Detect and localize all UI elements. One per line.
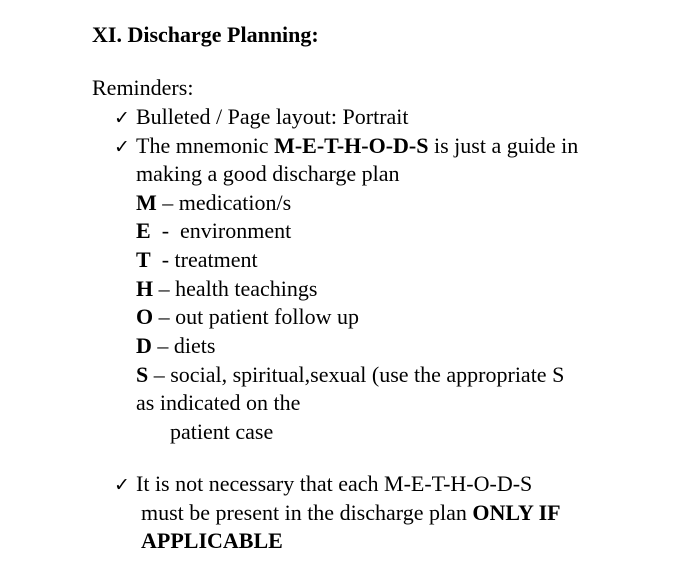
page-title: XI. Discharge Planning: <box>92 22 319 47</box>
bullet-item-not-necessary <box>114 470 532 499</box>
check-icon: ✓ <box>114 474 130 496</box>
method-letter: E <box>136 218 151 243</box>
method-item-t <box>136 246 258 274</box>
method-item-e <box>136 217 291 245</box>
method-text: – health teachings <box>153 276 318 301</box>
bullet-item-mnemonic <box>114 132 578 161</box>
method-letter: T <box>136 247 151 272</box>
method-s-continuation: as indicated on the <box>136 390 301 415</box>
method-text: - environment <box>150 218 292 243</box>
method-text: – medication/s <box>156 190 292 215</box>
method-item-h <box>136 275 317 303</box>
method-text: – diets <box>151 333 216 358</box>
method-text: – out patient follow up <box>153 304 360 329</box>
method-letter: O <box>136 304 154 329</box>
bullet-text: It is not necessary that each M-E-T-H-O-D-S <box>136 471 533 496</box>
bullet-item-page-layout <box>114 103 409 132</box>
bullet-text-prefix: The mnemonic <box>136 133 275 158</box>
mnemonic-text: M-E-T-H-O-D-S <box>274 133 429 158</box>
method-text: - treatment <box>150 247 258 272</box>
bullet-text-prefix: must be present in the discharge plan <box>141 500 473 525</box>
method-letter: D <box>136 333 152 358</box>
method-item-m <box>136 189 291 217</box>
check-icon: ✓ <box>114 107 130 129</box>
method-letter: H <box>136 276 154 301</box>
method-item-d <box>136 332 215 360</box>
bullet-text-suffix: is just a guide in <box>428 133 579 158</box>
bullet-text-continuation <box>141 499 561 527</box>
applicable-text: APPLICABLE <box>141 528 283 553</box>
reminders-label: Reminders: <box>92 75 194 100</box>
method-letter: S <box>136 362 149 387</box>
bullet-text: Bulleted / Page layout: Portrait <box>136 104 409 129</box>
method-item-s <box>136 361 564 389</box>
check-icon: ✓ <box>114 136 130 158</box>
method-item-o <box>136 303 359 331</box>
only-if-text: ONLY IF <box>472 500 561 525</box>
bullet-text-continuation: making a good discharge plan <box>136 161 400 186</box>
method-text: – social, spiritual,sexual (use the appropriate S <box>148 362 565 387</box>
method-s-continuation-2: patient case <box>170 419 274 444</box>
method-letter: M <box>136 190 157 215</box>
